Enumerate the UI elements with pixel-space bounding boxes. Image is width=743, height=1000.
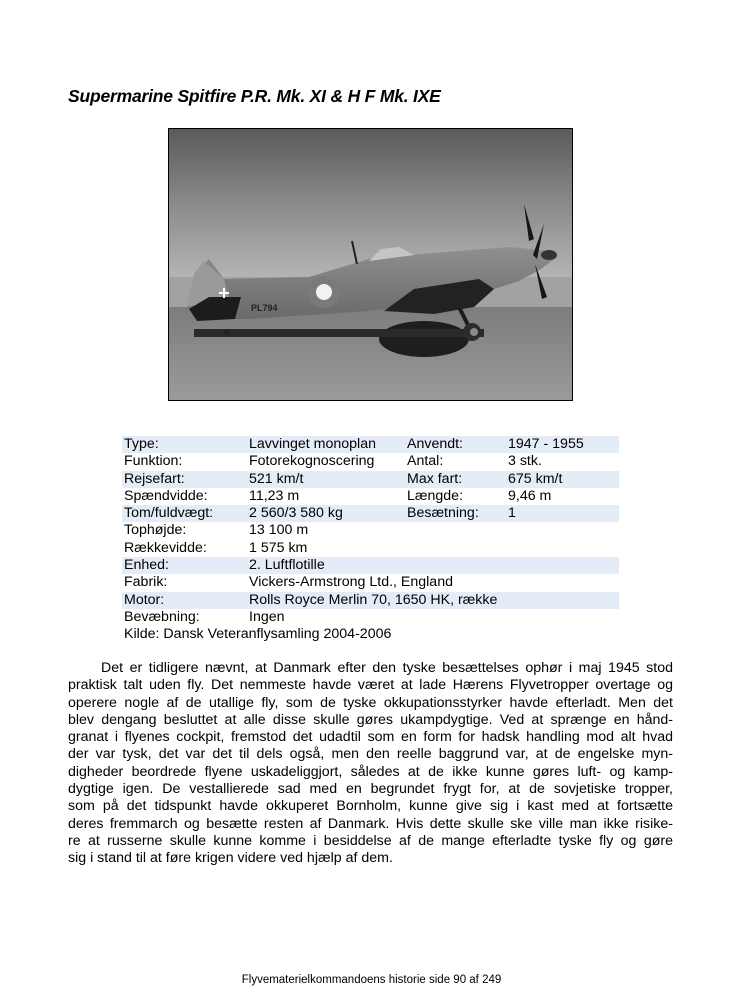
spec-value-2: 1 xyxy=(506,505,619,522)
spec-label: Bevæbning: xyxy=(124,608,200,625)
text-line: praktisk talt uden fly. Det nemmeste havde været at lade Hærens Flyvetropper overtage og xyxy=(68,677,673,694)
spec-value-2: 1947 - 1955 xyxy=(506,436,619,453)
spec-label: Tophøjde: xyxy=(124,522,187,539)
registration-marking: PL794 xyxy=(251,303,278,313)
spec-value: 11,23 m xyxy=(249,487,300,504)
spec-label: Rejsefart: xyxy=(122,471,247,488)
spec-label: Motor: xyxy=(122,592,247,609)
spec-value-2: 3 stk. xyxy=(508,453,542,470)
spec-label: Funktion: xyxy=(124,453,183,470)
spec-value-2 xyxy=(506,540,619,557)
spec-row xyxy=(122,609,619,626)
spec-value: Vickers-Armstrong Ltd., England xyxy=(249,574,453,591)
spec-value: Ingen xyxy=(249,608,285,625)
spec-label-2 xyxy=(405,522,506,539)
spec-label-2: Anvendt: xyxy=(405,436,506,453)
spec-label: Fabrik: xyxy=(124,574,168,591)
spec-value: 1 575 km xyxy=(249,539,308,556)
text-line: granat i flyenes cockpit, fremstod det udadtil som en form for hadsk handling mod alt hvad xyxy=(68,729,673,746)
text-line: Det er tidligere nævnt, at Danmark efter den tyske besættelses ophør i maj 1945 stod xyxy=(101,660,673,676)
text-line: sig i stand til at føre krigen videre ved hjælp af dem. xyxy=(68,850,393,867)
source-credit: Kilde: Dansk Veteranflysamling 2004-2006 xyxy=(124,626,392,642)
spec-value: 2 560/3 580 kg xyxy=(247,505,405,522)
spec-label-2 xyxy=(405,540,506,557)
spec-row xyxy=(122,488,619,505)
spec-row xyxy=(122,436,619,453)
spec-row xyxy=(122,453,619,470)
spec-value-2: 9,46 m xyxy=(508,487,552,504)
text-line: som på det tidspunkt havde okkuperet Bornholm, kunne give sig i kast med at fortsætte xyxy=(68,798,673,815)
text-line: blev dengang besluttet at alle disse skulle gøres ukampdygtige. Ved at sprænge en hånd- xyxy=(68,711,673,728)
specifications-table xyxy=(122,436,619,626)
spec-value: Rolls Royce Merlin 70, 1650 HK, række xyxy=(247,592,619,609)
spec-value: 13 100 m xyxy=(249,522,309,539)
spec-row xyxy=(122,540,619,557)
spec-row xyxy=(122,592,619,609)
spec-value: Lavvinget monoplan xyxy=(247,436,405,453)
spec-label: Enhed: xyxy=(122,557,247,574)
spec-row xyxy=(122,505,619,522)
text-line: dygtige igen. De vestallierede sad med en begrundet frygt for, at de sovjetiske tropper, xyxy=(68,781,673,798)
spec-row xyxy=(122,522,619,539)
spec-value-2 xyxy=(506,522,619,539)
text-line: re at russerne skulle kunne komme i besiddelse af de mange efterladte tyske fly og gøre xyxy=(68,832,673,849)
spec-row xyxy=(122,574,619,591)
spec-label-2: Antal: xyxy=(407,453,444,470)
spec-label: Type: xyxy=(122,436,247,453)
spec-value-2: 675 km/t xyxy=(506,471,619,488)
text-line: deres fremmarch og besætte resten af Danmark. Hvis dette skulle ske ville man ikke risike- xyxy=(68,815,673,832)
spec-row xyxy=(122,557,619,574)
aircraft-photo xyxy=(168,128,573,401)
spec-value: 2. Luftflotille xyxy=(247,557,619,574)
spec-label: Rækkevidde: xyxy=(124,539,207,556)
spec-label: Spændvidde: xyxy=(124,487,208,504)
text-line: digheder beordrede flyene uskadeliggjort, således at de ikke kunne gøres luft- og kamp- xyxy=(68,763,673,780)
spec-label-2: Max fart: xyxy=(405,471,506,488)
spec-label-2: Længde: xyxy=(407,487,464,504)
spec-value: Fotorekognoscering xyxy=(249,453,375,470)
spec-value: 521 km/t xyxy=(247,471,405,488)
text-line: der var tysk, det var det til dels også, men den reelle baggrund var, at de engelske myn- xyxy=(68,746,673,763)
text-line: operere nogle af de utallige fly, som de tyske okkupationsstyrker havde efterladt. Men det xyxy=(68,694,673,711)
page-footer: Flyvematerielkommandoens historie side 90 af 249 xyxy=(241,974,502,986)
spec-row xyxy=(122,471,619,488)
spitfire-photo-icon xyxy=(169,129,572,400)
spec-label-2: Besætning: xyxy=(405,505,506,522)
page-title: Supermarine Spitfire P.R. Mk. XI & H F Mk. IXE xyxy=(68,86,441,106)
body-paragraph xyxy=(68,660,673,868)
spec-label: Tom/fuldvægt: xyxy=(122,505,247,522)
